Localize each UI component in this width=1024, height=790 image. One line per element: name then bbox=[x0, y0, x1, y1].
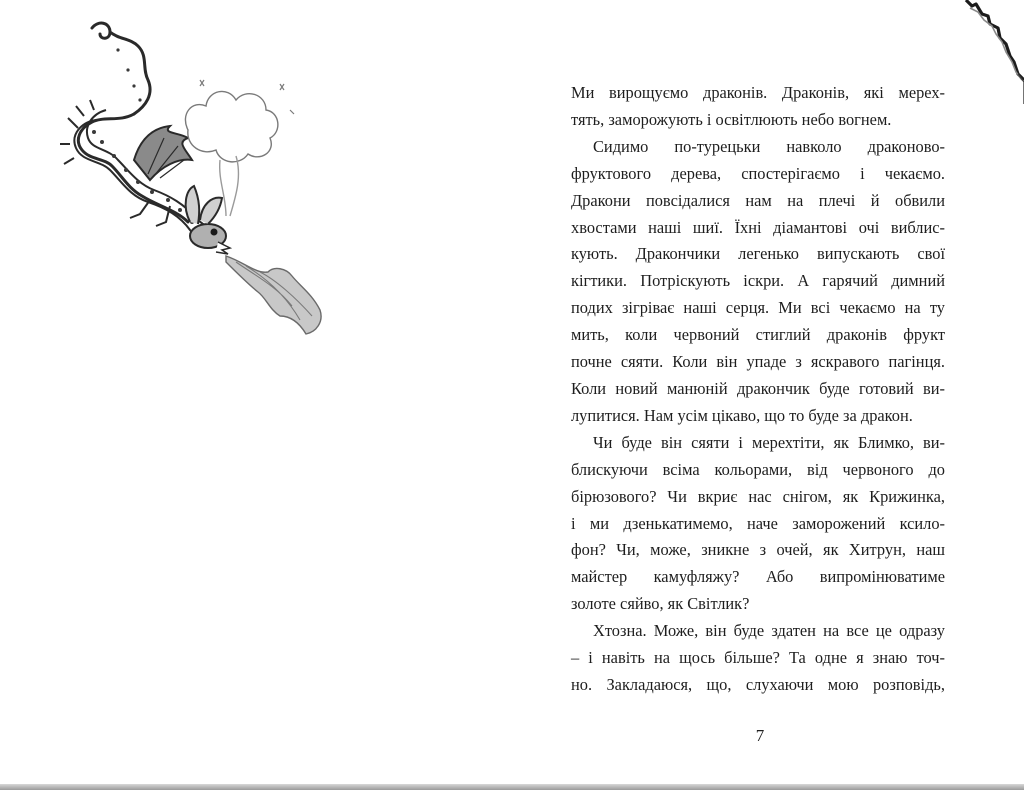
text-line: і ми дзенькатимемо, наче заморожений ксило- bbox=[571, 513, 945, 533]
dragon-illustration bbox=[30, 10, 330, 350]
text-line: мить, коли червоний стиглий драконів фрукт bbox=[571, 325, 945, 345]
text-line: тять, заморожують і освітлюють небо вогнем. bbox=[571, 109, 892, 129]
text-line: почне сяяти. Коли він упаде з яскравого пагінця. bbox=[571, 352, 945, 372]
text-line: Ми вирощуємо драконів. Драконів, які мерех- bbox=[571, 83, 945, 102]
text-line: – і навіть на щось більше? Та одне я знаю точ- bbox=[571, 648, 945, 668]
text-line: Коли новий манюній дракончик буде готовий ви- bbox=[571, 378, 945, 398]
page-body-text bbox=[571, 80, 945, 699]
text-line: хвостами наші шиї. Їхні діамантові очі виблис- bbox=[571, 217, 945, 237]
text-line: фон? Чи, може, зникне з очей, як Хитрун, наш bbox=[571, 540, 945, 560]
text-line: блискуючи всіма кольорами, від червоного до bbox=[571, 459, 945, 479]
text-line: золоте сяйво, як Світлик? bbox=[571, 594, 750, 614]
text-line: подих зігріває наші серця. Ми всі чекаємо на ту bbox=[571, 298, 945, 318]
text-line: лупитися. Нам усім цікаво, що то буде за дракон. bbox=[571, 405, 913, 425]
page-number: 7 bbox=[755, 726, 765, 745]
text-line: бірюзового? Чи вкриє нас снігом, як Крижинка, bbox=[571, 486, 945, 506]
text-line: майстер камуфляжу? Або випромінюватиме bbox=[571, 567, 945, 587]
text-line: фруктового дерева, спостерігаємо і чекаємо. bbox=[571, 163, 945, 183]
text-line: Сидимо по-турецьки навколо драконово- bbox=[593, 136, 945, 156]
text-line: Чи буде він сяяти і мерехтіти, як Блимко, ви- bbox=[593, 432, 945, 452]
text-line: Дракони повсідалися нам на плечі й обвили bbox=[571, 190, 945, 210]
text-line: кігтики. Потріскують іскри. А гарячий димний bbox=[571, 271, 945, 291]
text-line: кують. Дракончики легенько випускають свої bbox=[571, 244, 945, 264]
text-line: но. Закладаюся, що, слухаючи мою розповідь, bbox=[571, 674, 945, 694]
page-bottom-edge bbox=[0, 784, 1024, 790]
text-line: Хтозна. Може, він буде здатен на все це одразу bbox=[593, 621, 945, 641]
